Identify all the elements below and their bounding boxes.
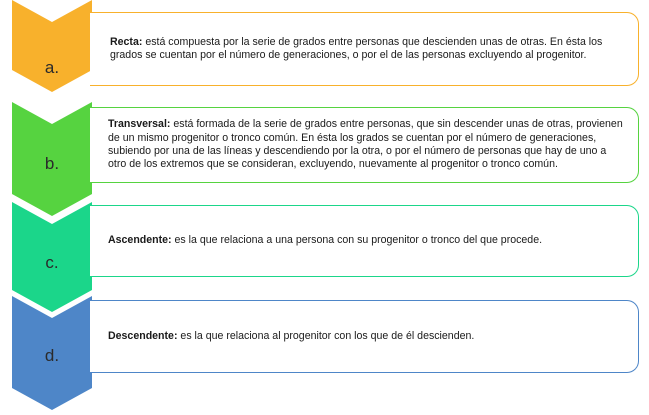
item-term-a: Recta: bbox=[110, 35, 143, 48]
item-description-d bbox=[108, 330, 474, 343]
item-letter-a: a. bbox=[44, 58, 60, 77]
item-description-b bbox=[108, 118, 626, 171]
item-description-a bbox=[108, 36, 626, 63]
item-text-a: está compuesta por la serie de grados entre personas que descienden unas de otras. En ésta los grados se cuentan por el número de generaciones, o por el de las personas excluyendo al progenitor. bbox=[110, 35, 603, 61]
list-item-a bbox=[0, 0, 649, 100]
item-text-c: es la que relaciona a una persona con su progenitor o tronco del que procede. bbox=[171, 234, 543, 247]
item-text-d: es la que relaciona al progenitor con los que de él descienden. bbox=[177, 329, 475, 342]
item-box-b bbox=[90, 107, 639, 183]
list-item-d bbox=[0, 296, 649, 414]
item-letter-b: b. bbox=[44, 154, 60, 173]
item-box-d bbox=[90, 300, 639, 373]
item-letter-c: c. bbox=[45, 253, 59, 272]
chevron-a bbox=[12, 0, 92, 100]
item-box-a bbox=[90, 12, 639, 86]
item-letter-d: d. bbox=[44, 346, 60, 365]
item-term-d: Descendente: bbox=[108, 329, 178, 342]
item-term-b: Transversal: bbox=[108, 118, 171, 131]
item-description-c bbox=[108, 234, 542, 247]
chevron-a-polygon bbox=[12, 0, 92, 92]
item-term-c: Ascendente: bbox=[108, 234, 172, 247]
item-box-c bbox=[90, 205, 639, 277]
item-text-b: está formada de la serie de grados entre personas, que sin descender unas de otras, provienen de un mismo progenitor o tronco común. En ésta los grados se cuentan por el número de generaciones, subiendo por una de las líneas y descendiendo por la otra, o por el número de personas que hay de uno a otro de los extremos que se consideran, excluyendo, nuevamente al progenitor o tronco común. bbox=[108, 118, 623, 171]
chevron-a-shape bbox=[12, 0, 92, 100]
